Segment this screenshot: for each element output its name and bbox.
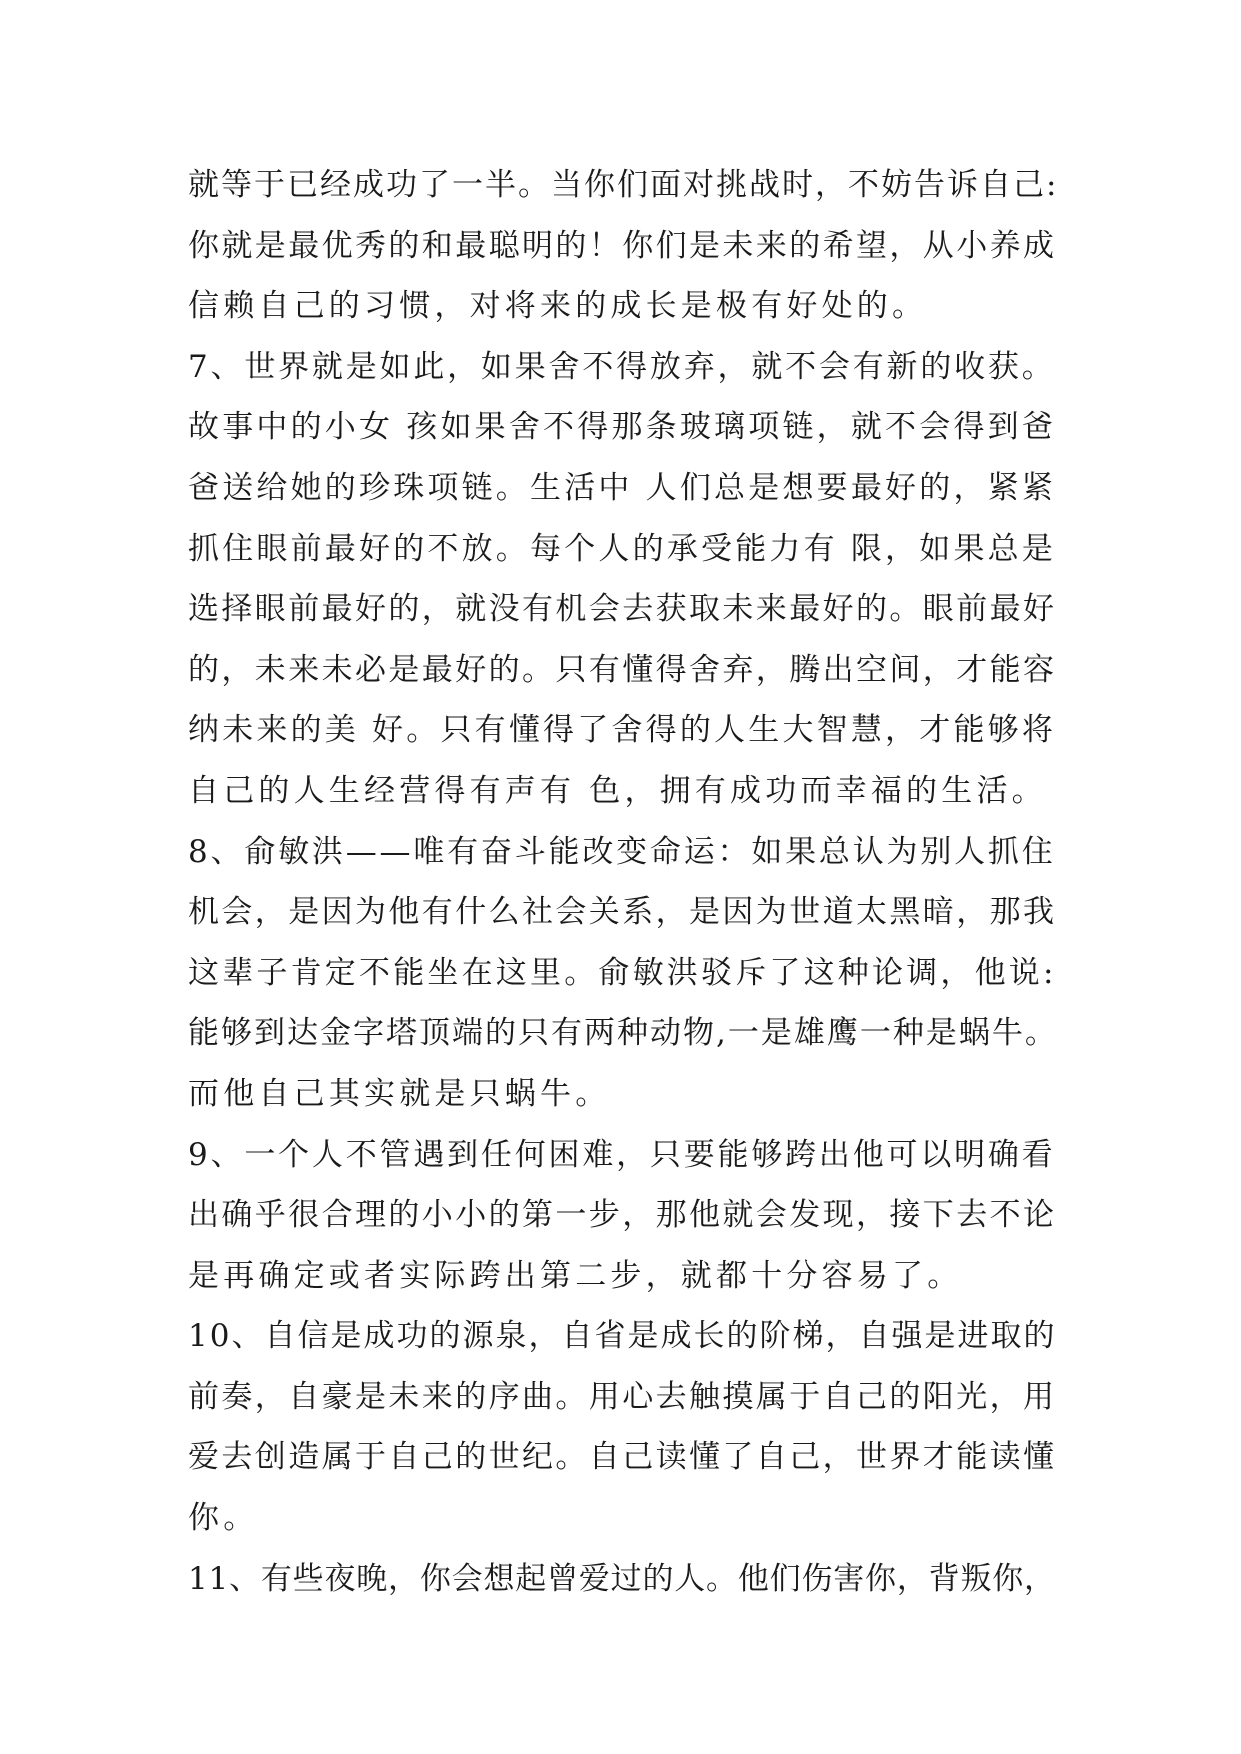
text-line: 选择眼前最好的，就没有机会去获取未来最好的。眼前最好 <box>188 591 1057 628</box>
body-text <box>188 155 1058 1609</box>
text-line: 8、俞敏洪——唯有奋斗能改变命运：如果总认为别人抓住 <box>188 833 1056 870</box>
text-line: 抓住眼前最好的不放。每个人的承受能力有 限，如果总是 <box>188 530 1057 567</box>
text-line: 11、有些夜晚，你会想起曾爱过的人。他们伤害你，背叛你， <box>188 1560 1056 1597</box>
text-line: 就等于已经成功了一半。当你们面对挑战时，不妨告诉自己: <box>188 167 1059 203</box>
text-line: 出确乎很合理的小小的第一步，那他就会发现，接下去不论 <box>188 1197 1057 1234</box>
text-line: 纳未来的美 好。只有懂得了舍得的人生大智慧，才能够将 <box>188 712 1057 749</box>
text-line: 自己的人生经营得有声有 色，拥有成功而幸福的生活。 <box>188 772 1047 809</box>
text-line: 你就是最优秀的和最聪明的！你们是未来的希望，从小养成 <box>188 227 1057 264</box>
text-line: 爸送给她的珍珠项链。生活中 人们总是想要最好的，紧紧 <box>188 469 1057 506</box>
text-line: 机会，是因为他有什么社会关系，是因为世道太黑暗，那我 <box>188 894 1057 931</box>
text-line: 爱去创造属于自己的世纪。自己读懂了自己，世界才能读懂 <box>188 1439 1057 1476</box>
text-line: 9、一个人不管遇到任何困难，只要能够跨出他可以明确看 <box>188 1136 1056 1173</box>
text-line: 7、世界就是如此，如果舍不得放弃，就不会有新的收获。 <box>188 348 1056 385</box>
text-line: 10、自信是成功的源泉，自省是成长的阶梯，自强是进取的 <box>188 1318 1057 1355</box>
text-line: 的，未来未必是最好的。只有懂得舍弃，腾出空间，才能容 <box>188 651 1057 688</box>
text-line: 能够到达金字塔顶端的只有两种动物,一是雄鹰一种是蜗牛。 <box>188 1015 1058 1052</box>
text-line: 你。 <box>188 1500 259 1537</box>
text-line: 而他自己其实就是只蜗牛。 <box>188 1075 611 1112</box>
text-line: 是再确定或者实际跨出第二步，就都十分容易了。 <box>188 1257 963 1294</box>
text-line: 前奏，自豪是未来的序曲。用心去触摸属于自己的阳光，用 <box>188 1378 1057 1415</box>
text-line: 故事中的小女 孩如果舍不得那条玻璃项链，就不会得到爸 <box>188 409 1057 446</box>
text-line: 信赖自己的习惯，对将来的成长是极有好处的。 <box>188 288 928 325</box>
text-line: 这辈子肯定不能坐在这里。俞敏洪驳斥了这种论调，他说: <box>188 954 1057 991</box>
